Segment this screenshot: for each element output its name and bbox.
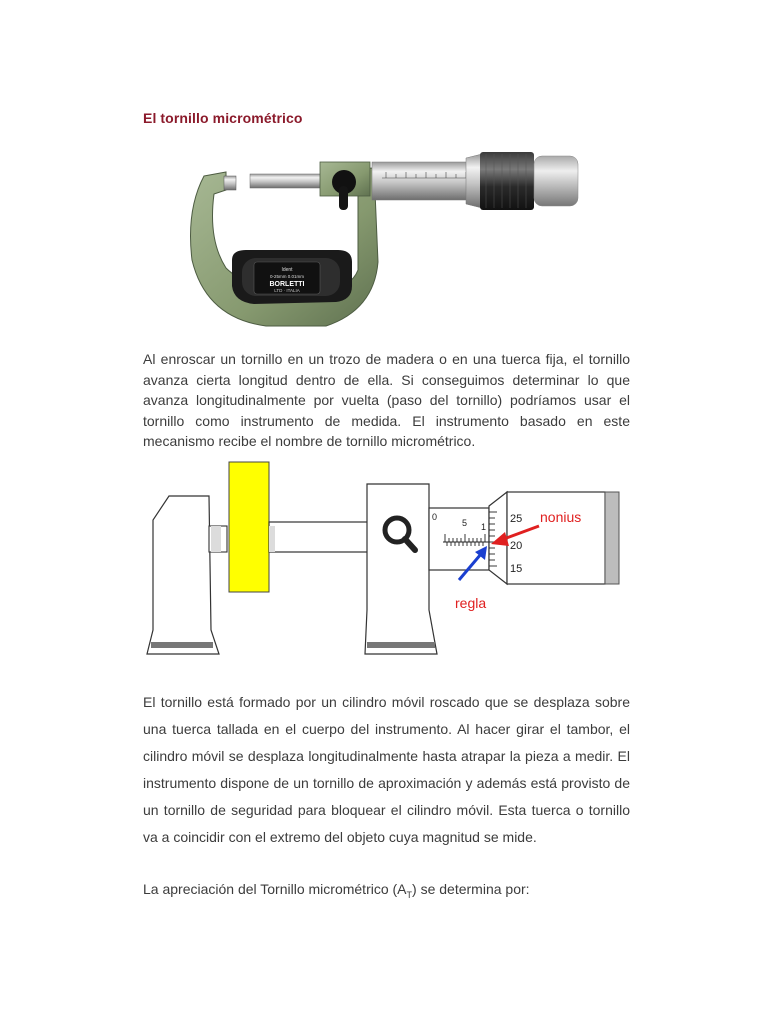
photo-brand: BORLETTI xyxy=(269,281,305,288)
regla-label: regla xyxy=(455,595,487,611)
formula-prefix: La apreciación del Tornillo micrométrico (A xyxy=(143,881,407,897)
description-paragraph: El tornillo está formado por un cilindro móvil roscado que se desplaza sobre una tuerca tallada en el cuerpo del instrumento. Al hacer girar el tambor, el cilindro móvil se desplaza longitudinalmente hasta atrapar la pieza a medir. El instrumento dispone de un tornillo de aproximación y además está provisto de un tornillo de seguridad para bloquear el cilindro móvil. Esta tuerca o tornillo va a coincidir con el extremo del objeto cuya magnitud se mide. xyxy=(143,694,630,845)
scale-label-0: 0 xyxy=(432,512,438,522)
intro-paragraph: Al enroscar un tornillo en un trozo de madera o en una tuerca fija, el tornillo avanza cierta longitud dentro de ella. Si conseguimos determinar lo que avanza longitudinalmente por vuelta (paso del tornillo) podríamos usar el tornillo como instrumento de medida. El instrumento basado en este mecanismo recibe el nombre de tornillo micrométrico. xyxy=(143,351,630,449)
scale-label-5: 5 xyxy=(462,518,468,528)
formula-subscript: T xyxy=(406,889,413,900)
photo-label-line3: LTD · ITALIA xyxy=(274,288,300,293)
formula-suffix: ) se determina por: xyxy=(412,881,530,897)
micrometer-diagram xyxy=(145,460,625,656)
photo-label-line2: 0-25mm 0.01mm xyxy=(269,274,305,279)
drum-label-25: 25 xyxy=(510,513,523,525)
drum-label-15: 15 xyxy=(510,563,523,575)
nonius-label: nonius xyxy=(540,509,582,525)
photo-label-line1: Ident xyxy=(281,267,293,273)
scale-label-1: 1 xyxy=(481,522,487,532)
page-title: El tornillo micrométrico xyxy=(143,110,303,126)
micrometer-photo xyxy=(186,150,582,332)
drum-label-20: 20 xyxy=(510,540,523,552)
formula-intro xyxy=(143,879,530,905)
